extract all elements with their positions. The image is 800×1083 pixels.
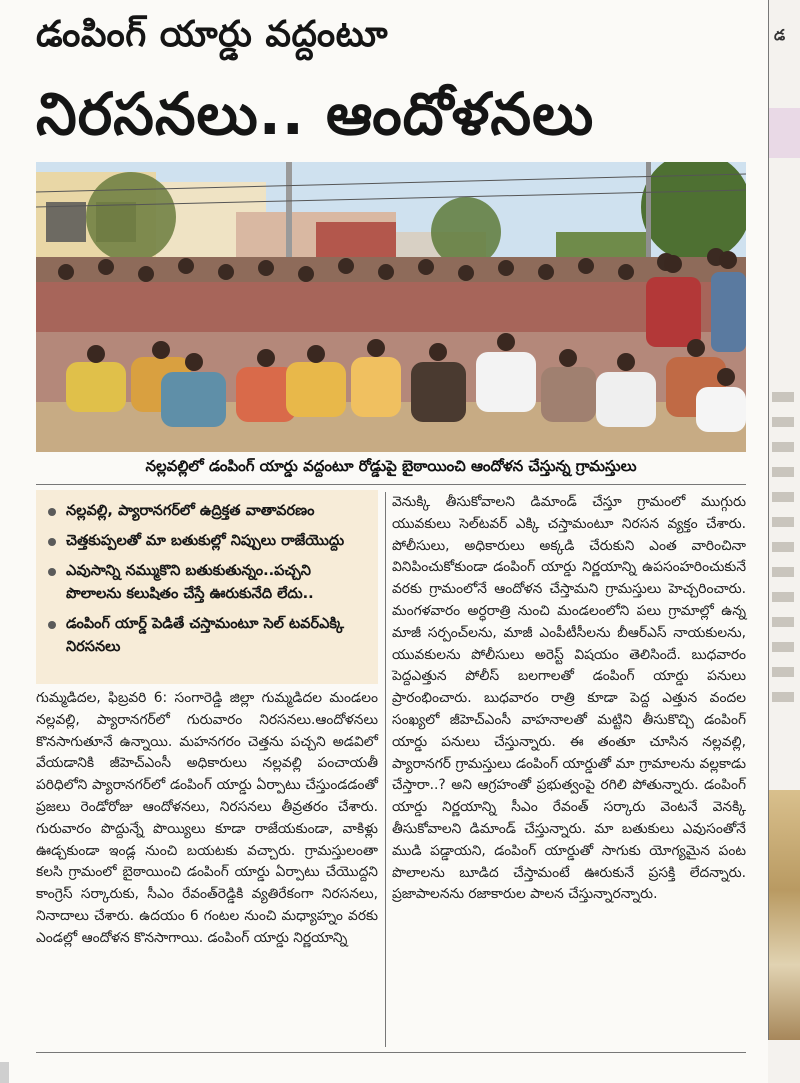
highlight-item: చెత్తకుప్పలతో మా బతుకుల్లో నిప్పులు రాజేయొద్దు xyxy=(48,530,368,553)
bullet-icon xyxy=(48,621,56,629)
bottom-rule xyxy=(36,1052,746,1053)
highlight-item: డంపింగ్ యార్డ్ పెడితే చస్తామంటూ సెల్ టవర్‌ఎక్కి నిరసనలు xyxy=(48,613,368,659)
highlights-box xyxy=(36,490,378,684)
page-divider xyxy=(768,0,769,1040)
caption-divider xyxy=(36,484,746,485)
adjacent-text-lines xyxy=(772,392,794,717)
adjacent-column-strip xyxy=(768,0,800,1083)
adjacent-headline-fragment: డ xyxy=(774,26,786,44)
page-corner-mark xyxy=(0,1062,9,1083)
highlight-item: నల్లవల్లి, ప్యారానగర్‌లో ఉద్రిక్తత వాతావరణం xyxy=(48,500,368,523)
bullet-icon xyxy=(48,538,56,546)
protest-photo xyxy=(36,162,746,452)
bullet-icon xyxy=(48,568,56,576)
body-column-left xyxy=(36,688,378,950)
headline-line-1: డంపింగ్ యార్డు వద్దంటూ xyxy=(36,14,389,55)
headline-line-2: నిరసనలు.. ఆందోళనలు xyxy=(36,80,595,148)
photo-caption: నల్లవల్లిలో డంపింగ్ యార్డు వద్దంటూ రోడ్డుపై బైఠాయించి ఆందోళన చేస్తున్న గ్రామస్తులు xyxy=(145,457,637,475)
protest-photo-illustration xyxy=(36,162,746,452)
adjacent-advertisement xyxy=(768,790,800,1040)
highlight-item: ఎవుసాన్ని నమ్ముకొని బతుకుతున్నం..పచ్చని పొలాలను కలుషితం చేస్తే ఊరుకునేది లేదు.. xyxy=(48,560,368,606)
bullet-icon xyxy=(48,508,56,516)
adjacent-box xyxy=(768,108,800,158)
body-text-left: గుమ్మడిదల, ఫిబ్రవరి 6: సంగారెడ్డి జిల్లా గుమ్మడిదల మండలం నల్లవల్లి, ప్యారానగర్‌లో గురువారం నిరసనలు.ఆందోళనలు కొనసాగుతూనే ఉన్నాయి. మహనగరం చెత్తను పచ్చని అడవిలో వేయడానికి జీహెచ్ఎంసీ అధికారులు నల్లవల్లి పంచాయతీ పరిధిలోని ప్యారానగర్‌లో డంపింగ్ యార్డు ఏర్పాటు చేస్తుండడంతో ప్రజలు రెండోరోజు ఆందోళనలు, నిరసనలు తీవ్రతరం చేశారు. గురువారం పొద్దున్నే పొయ్యిలు కూడా రాజేయకుండా, వాకిళ్లు ఊడ్చకుండా ఇండ్ల నుంచి బయటకు వచ్చారు. గ్రామస్తులంతా కలసి గ్రామంలో బైఠాయించి డంపింగ్ యార్డు ఏర్పాటు చేయొద్దని కాంగ్రెస్ సర్కారుకు, సీఎం రేవంత్‌రెడ్డికి వ్యతిరేకంగా నిరసనలు, నినాదాలు చేశారు. ఉదయం 6 గంటల నుంచి మధ్యాహ్నం వరకు ఎండల్లో ఆందోళన కొనసాగాయి. డంపింగ్ యార్డు నిర్ణయాన్ని xyxy=(36,690,378,946)
body-text-right: వెనుక్కి తీసుకోవాలని డిమాండ్ చేస్తూ గ్రామంలో ముగ్గురు యువకులు సెల్‌టవర్ ఎక్కి చస్తామంటూ నిరసన వ్యక్తం చేశారు. పోలీసులు, అధికారులు అక్కడి చేరుకుని ఎంత వారించినా వినిపించుకోకుండా డంపింగ్ యార్డు నిర్ణయాన్ని ఉపసంహరించుకునే వరకు గ్రామంలోనే ఆందోళన చేస్తామని గ్రామస్తులు హెచ్చరించారు. మంగళవారం అర్ధరాత్రి నుంచి మండలంలోని పలు గ్రామాల్లో ఉన్న మాజీ సర్పంచ్‌లను, మాజీ ఎంపీటీసీలను బీఆర్ఎస్ నాయకులను, యువకులను పోలీసులు అరెస్ట్ విషయం తెలిసిందే. బుధవారం పెద్దఎత్తున పోలీస్ బలగాలతో డంపింగ్ యార్డు పనులు ప్రారంభించారు. బుధవారం రాత్రి కూడా పెద్ద ఎత్తున వందల సంఖ్యలో జీహెచ్ఎంసీ వాహనాలతో మట్టిని తీసుకొచ్చి డంపింగ్ యార్డు పనులు చేస్తున్నారు. ఈ తంతూ చూసిన నల్లవల్లి, ప్యారానగర్ గ్రామస్తులు డంపింగ్ యార్డుతో మా గ్రామాలను వల్లకాడు చేస్తారా..? అని ఆగ్రహంతో ప్రభుత్వంపై రగిలి పోతున్నారు. డంపింగ్ యార్డు నిర్ణయాన్ని సీఎం రేవంత్ సర్కారు వెంటనే వెనక్కి తీసుకోవాలని డిమాండ్ చేస్తున్నారు. మా బతుకులు ఎవుసంతోనే ముడి పడ్డాయని, డంపింగ్ యార్డుతో సాగుకు యోగ్యమైన పంట పొలాలను బూడిద చేస్తామంటే ఊరుకునే ప్రసక్తి లేదన్నారు. ప్రజాపాలనను రజాకారుల పాలన చేస్తున్నారన్నారు. xyxy=(392,494,746,903)
body-column-right xyxy=(392,492,746,906)
column-divider xyxy=(385,492,386,1047)
